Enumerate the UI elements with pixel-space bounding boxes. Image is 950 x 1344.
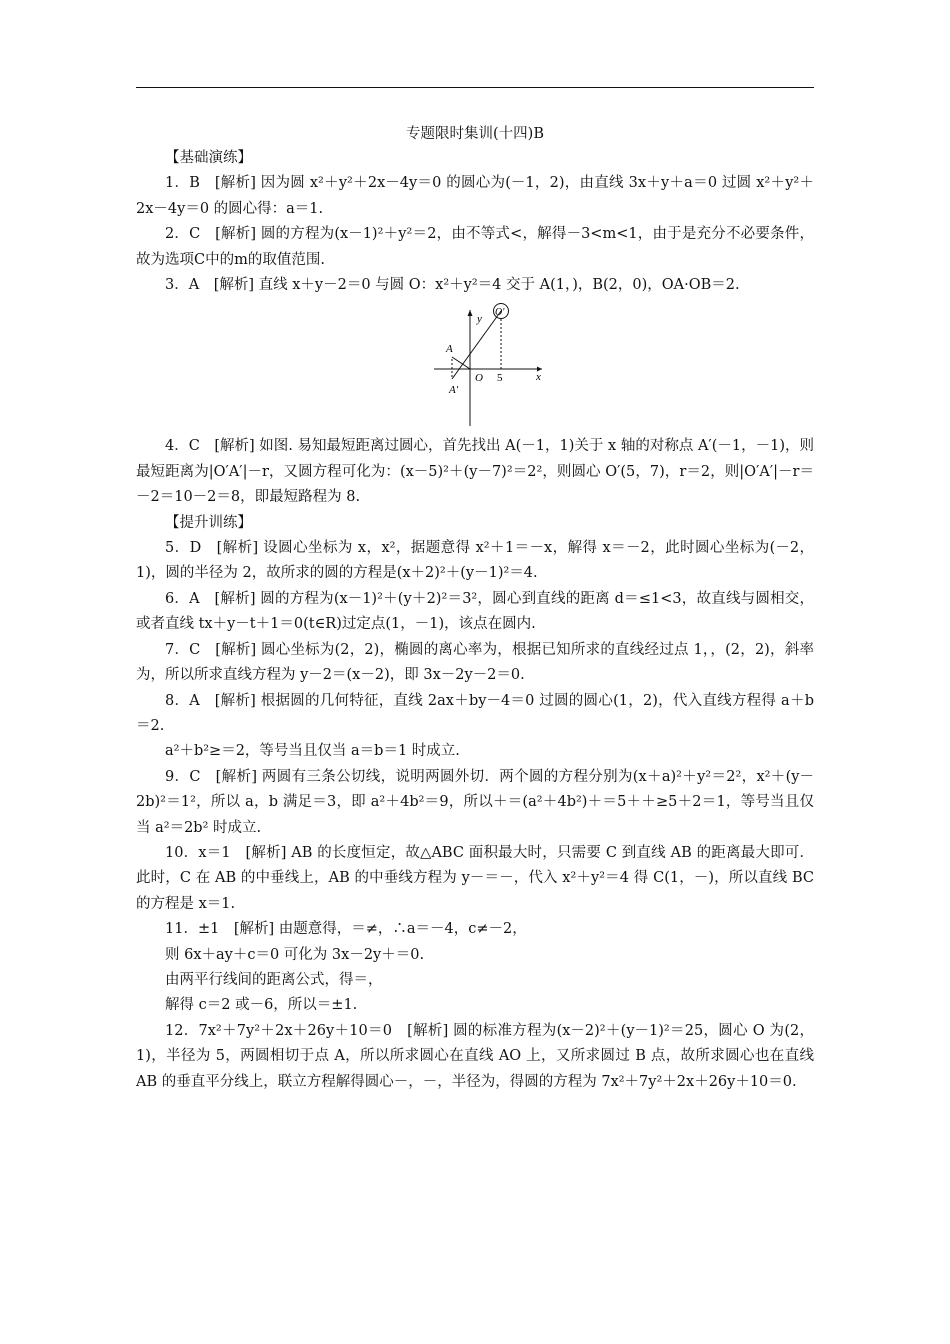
answer-content [136,146,814,1095]
coordinate-figure [434,302,554,428]
answer-11-line-4: 解得 c＝2 或－6，所以＝±1. [165,997,358,1014]
answer-1: 1．B [解析] 因为圆 x²＋y²＋2x－4y＝0 的圆心为(－1，2)，由直线 3x＋y＋a＝0 过圆 x²＋y²＋2x－4y＝0 的圆心得：a＝1. [136,175,814,217]
y-axis-arrow [468,310,473,316]
answer-4: 4．C [解析] 如图. 易知最短距离过圆心，首先找出 A(－1，1)关于 x 轴的对称点 A′(－1，－1)，则最短距离为|O′A′|－r，又圆方程可化为：(x－5)²＋(y－7)²＝2²，则圆心 O′(5，7)，r＝2，则|O′A′|－r＝－2＝10－2＝8，即最短路程为 8. [136,438,814,506]
point-a-label: A [446,343,453,356]
header-rule [136,87,814,88]
figure-container [136,298,814,434]
answer-8-continued: a²＋b²≥＝2，等号当且仅当 a＝b＝1 时成立. [165,743,460,760]
answer-10: 10．x＝1 [解析] AB 的长度恒定，故△ABC 面积最大时，只需要 C 到直线 AB 的距离最大即可．此时，C 在 AB 的中垂线上，AB 的中垂线方程为 y－＝－，代入 x²＋y²＝4 得 C(1，－)，所以直线 BC 的方程是 x＝1. [136,844,814,912]
answer-5: 5．D [解析] 设圆心坐标为 x，x²，据题意得 x²＋1＝－x，解得 x＝－2，此时圆心坐标为(－2，1)，圆的半径为 2，故所求的圆的方程是(x＋2)²＋(y－1)²＝4. [136,540,814,582]
answer-2: 2．C [解析] 圆的方程为(x－1)²＋y²＝2，由不等式<，解得－3<m<1，由于是充分不必要条件，故为选项C中的m的取值范围. [136,226,814,268]
answer-8: 8．A [解析] 根据圆的几何特征，直线 2ax＋by－4＝0 过圆的圆心(1，2)，代入直线方程得 a＋b＝2. [136,692,814,734]
section-heading-advanced: 【提升训练】 [165,514,252,531]
y-axis-label: y [477,313,482,326]
answer-7: 7．C [解析] 圆心坐标为(2，2)，椭圆的离心率为，根据已知所求的直线经过点 1，，(2，2)，斜率为，所以所求直线方程为 y－2＝(x－2)，即 3x－2y－2＝0. [136,641,814,684]
circle-center-label: O′ [495,307,505,319]
origin-label: O [475,372,483,385]
answer-3: 3．A [解析] 直线 x＋y－2＝0 与圆 O：x²＋y²＝4 交于 A(1，)，B(2，0)，OA·OB＝2. [165,277,740,294]
section-heading-basic: 【基础演练】 [165,150,252,166]
x-axis-label: x [536,371,541,384]
tick-5-label: 5 [497,372,503,385]
page-title: 专题限时集训(十四)B [406,126,544,142]
answer-12: 12．7x²＋7y²＋2x＋26y＋10＝0 [解析] 圆的标准方程为(x－2)²＋(y－1)²＝25，圆心 O 为(2，1)，半径为 5，两圆相切于点 A，所以所求圆心在直线 AO 上，又所求圆过 B 点，故所求圆心也在直线 AB 的垂直平分线上，联立方程解得圆心－，－，半径为，得圆的方程为 7x²＋7y²＋2x＋26y＋10＝0. [136,1022,814,1090]
answer-11: 11．±1 [解析] 由题意得，＝≠，∴a＝－4，c≠－2， [165,921,527,938]
answer-6: 6．A [解析] 圆的方程为(x－1)²＋(y＋2)²＝3²，圆心到直线的距离 d＝≤1<3，故直线与圆相交，或者直线 tx＋y－t＋1＝0(t∈R)过定点(1，－1)，该点在圆内. [136,590,814,633]
answer-9: 9．C [解析] 两圆有三条公切线，说明两圆外切．两个圆的方程分别为(x＋a)²＋y²＝2²，x²＋(y－2b)²＝1²，所以 a，b 满足＝3，即 a²＋4b²＝9，所以＋＝(a²＋4b²)＋＝5＋＋≥5＋2＝1，等号当且仅当 a²＝2b² 时成立. [136,768,814,836]
answer-11-line-2: 则 6x＋ay＋c＝0 可化为 3x－2y＋＝0. [165,946,425,963]
answer-11-line-3: 由两平行线间的距离公式，得＝， [165,971,383,988]
point-a-prime-label: A′ [449,384,459,397]
